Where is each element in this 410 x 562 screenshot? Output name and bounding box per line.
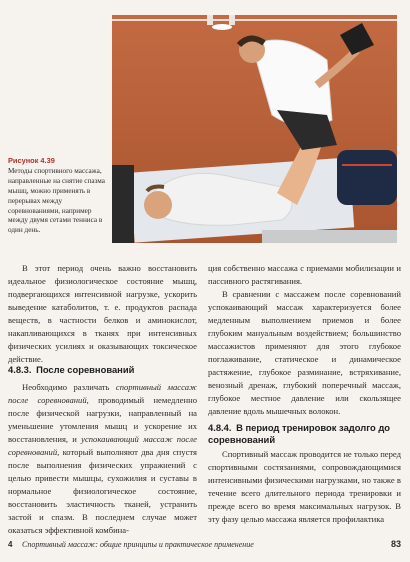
paragraph: Спортивный массаж проводится не только перед спортивными состязаниями, сопровождающимися интенсивными физическими нагрузками, но также в течение всего длительного периода тренировки и прежде всего во время максимальных нагрузок. В эту фазу целью массажа является профилактика: [208, 449, 401, 524]
bench: [262, 230, 397, 243]
left-column-body: [8, 381, 197, 537]
chair-leg: [112, 165, 134, 243]
text-run: , который выполняют два дня спустя после выполнения физических упражнений с целью привести мышцы, сухожилия и суставы в нормальное физиологическое состояние, восстановить эластичность тканей, устранить застой и спазм. В последнем случае может оказаться эффективной комбина-: [8, 447, 197, 535]
figure-caption: [8, 156, 108, 236]
right-column-body: [208, 448, 401, 526]
running-title: Спортивный массаж: общие принципы и практическое применение: [22, 540, 254, 549]
paragraph: В этот период очень важно восстановить идеальное физиологическое состояние мышц, подвергающихся интенсивной нагрузке, ускорить выведение катаболитов, т. е. продуктов распада веществ, в частности белков и аминокислот, накапливающихся в тканях при интенсивных физических усилиях и оказывающих токсическое действие.: [8, 263, 197, 364]
page-number: 83: [390, 539, 401, 549]
figure-photo: [112, 15, 397, 243]
section-title: В период тренировок задолго до соревнований: [208, 422, 390, 445]
paragraph: В сравнении с массажем после соревнований успокаивающий массаж характеризуется более медленным выполнением приемов и более глубоким мануальным воздействием; большинство массажистов применяют для этого глубокое поглаживание, статическое и динамическое растяжение, глубокое разминание, встряхивание, венозный дренаж, глубокий поперечный массаж, глубокое местное давление или скользящее давление вдоль мышечных волокон.: [208, 289, 401, 416]
section-title: После соревнований: [36, 364, 135, 375]
figure-caption-text: Методы спортивного массажа, направленные на снятие спазма мышц, можно применять в перерывах между соревнованиями, например между двумя сетами тенниса в один день.: [8, 166, 105, 235]
paragraph: [8, 381, 197, 537]
left-column-intro: [8, 262, 197, 366]
background-legs-2: [229, 15, 235, 25]
italic-term: успокаивающий массаж после соревнований: [8, 434, 197, 457]
tennis-bag: [337, 150, 397, 205]
figure-number: Рисунок 4.39: [8, 156, 55, 165]
background-shoes: [212, 24, 232, 30]
background-legs: [207, 15, 213, 25]
section-heading-4-8-4: [208, 422, 401, 446]
text-run: , проводимый немедленно после физической нагрузки, направленный на уменьшение утомления мышц и ускорение их восстановления, и: [8, 395, 197, 444]
italic-term: спортивный массаж после соревнований: [8, 382, 197, 405]
right-column-top: [208, 262, 401, 418]
page-footer: [8, 540, 401, 552]
athlete-head: [144, 191, 172, 219]
section-number: 4.8.4.: [208, 422, 232, 433]
section-number: 4.8.3.: [8, 364, 32, 375]
section-heading-4-8-3: [8, 364, 134, 376]
chapter-number: 4: [8, 540, 13, 549]
text-run: Необходимо различать: [22, 382, 116, 392]
massage-photo-illustration: [112, 15, 397, 243]
paragraph: ция собственно массажа с приемами мобилизации и пассивного растягивания.: [208, 263, 401, 286]
